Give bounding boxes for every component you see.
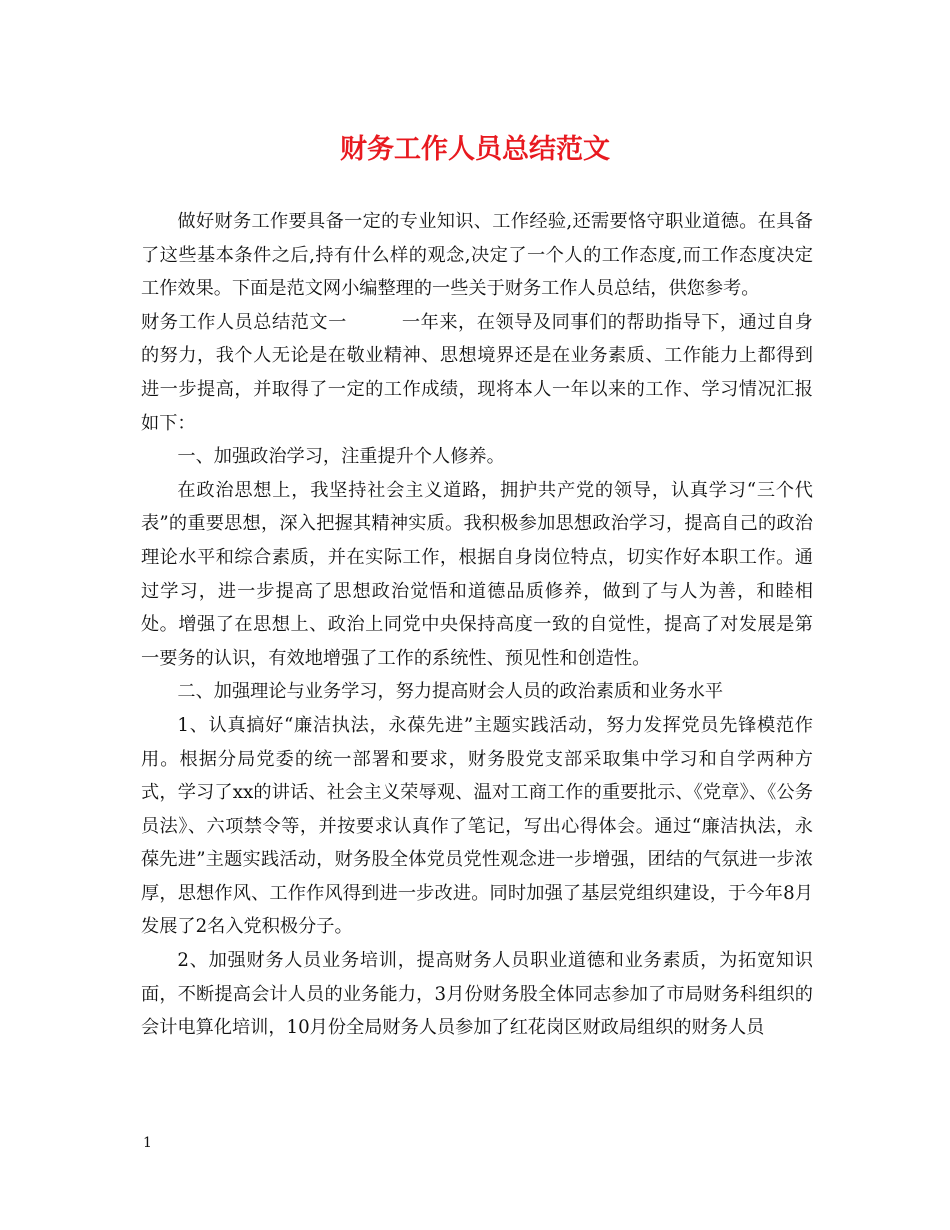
- paragraph-3: 2、加强财务人员业务培训，提高财务人员职业道德和业务素质，为拓宽知识面，不断提高会计人员的业务能力，3月份财务股全体同志参加了市局财务科组织的会计电算化培训，10月份全局财务人员参加了红花岗区财政局组织的财务人员: [141, 950, 813, 1039]
- document-body: [141, 205, 813, 1045]
- section-title: 财务工作人员总结范文一: [141, 311, 347, 333]
- section-paragraph: [141, 306, 813, 440]
- page-number: 1: [143, 1135, 152, 1151]
- paragraph-2: 1、认真搞好“廉洁执法，永葆先进”主题实践活动，努力发挥党员先锋模范作用。根据分局党委的统一部署和要求，财务股党支部采取集中学习和自学两种方式，学习了xx的讲话、社会主义荣辱观、温对工商工作的重要批示、《党章》、《公务员法》、六项禁令等，并按要求认真作了笔记，写出心得体会。通过“廉洁执法，永葆先进”主题实践活动，财务股全体党员党性观念进一步增强，团结的气氛进一步浓厚，思想作风、工作作风得到进一步改进。同时加强了基层党组织建设，于今年8月发展了2名入党积极分子。: [141, 714, 813, 938]
- intro-paragraph: 做好财务工作要具备一定的专业知识、工作经验,还需要恪守职业道德。在具备了这些基本条件之后,持有什么样的观念,决定了一个人的工作态度,而工作态度决定工作效果。下面是范文网小编整理的一些关于财务工作人员总结，供您参考。: [141, 211, 813, 300]
- section-opening: 一年来，在领导及同事们的帮助指导下，通过自身的努力，我个人无论是在敬业精神、思想境界还是在业务素质、工作能力上都得到进一步提高，并取得了一定的工作成绩，现将本人一年以来的工作、学习情况汇报如下：: [141, 311, 813, 434]
- heading-1: 一、加强政治学习，注重提升个人修养。: [177, 446, 505, 468]
- paragraph-1: 在政治思想上，我坚持社会主义道路，拥护共产党的领导，认真学习“三个代表”的重要思想，深入把握其精神实质。我积极参加思想政治学习，提高自己的政治理论水平和综合素质，并在实际工作，根据自身岗位特点，切实作好本职工作。通过学习，进一步提高了思想政治觉悟和道德品质修养，做到了与人为善，和睦相处。增强了在思想上、政治上同党中央保持高度一致的自觉性，提高了对发展是第一要务的认识，有效地增强了工作的系统性、预见性和创造性。: [141, 479, 813, 669]
- document-title: 财务工作人员总结范文: [340, 134, 610, 165]
- heading-2: 二、加强理论与业务学习，努力提高财会人员的政治素质和业务水平: [177, 681, 724, 703]
